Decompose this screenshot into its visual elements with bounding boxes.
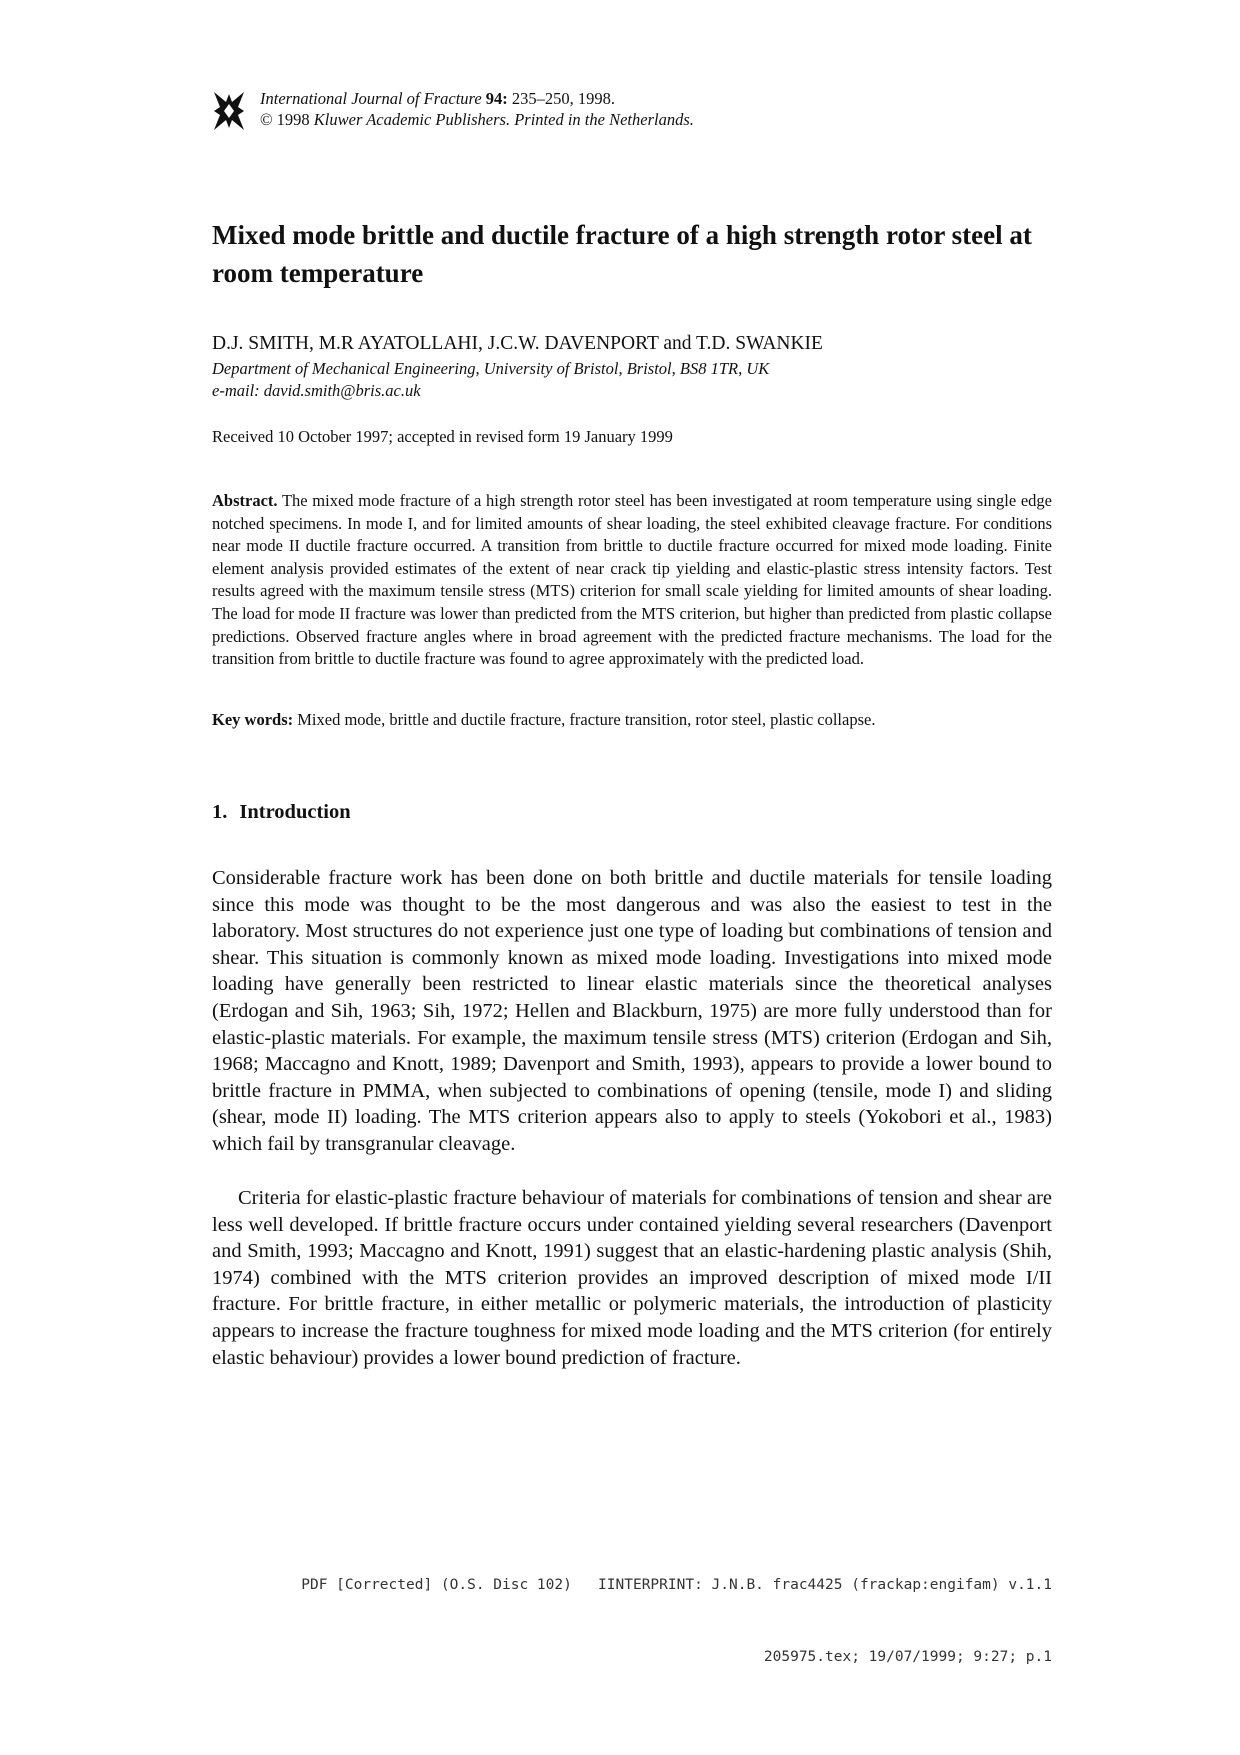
footer-line-1: PDF [Corrected] (O.S. Disc 102) IINTERPRINT: J.N.B. frac4425 (frackap:engifam) v.1.1 bbox=[301, 1577, 1052, 1593]
journal-header bbox=[212, 88, 912, 138]
print-footer bbox=[212, 1525, 1052, 1717]
received-dates: Received 10 October 1997; accepted in revised form 19 January 1999 bbox=[212, 427, 673, 446]
journal-line-1 bbox=[260, 88, 900, 109]
journal-pages-year: 235–250, 1998. bbox=[511, 89, 616, 108]
section-number: 1. bbox=[212, 801, 228, 823]
kluwer-logo-icon bbox=[212, 90, 246, 132]
author-list: D.J. SMITH, M.R AYATOLLAHI, J.C.W. DAVENPORT and T.D. SWANKIE bbox=[212, 333, 823, 354]
keywords-text: Mixed mode, brittle and ductile fracture, fracture transition, rotor steel, plastic collapse. bbox=[297, 710, 876, 729]
section-heading-introduction bbox=[212, 798, 1052, 826]
keywords-label: Key words: bbox=[212, 710, 294, 729]
section-title: Introduction bbox=[239, 801, 351, 823]
keywords bbox=[212, 709, 1052, 731]
paper-title: Mixed mode brittle and ductile fracture of a high strength rotor steel at room temperature bbox=[212, 220, 1032, 288]
abstract-label: Abstract. bbox=[212, 491, 278, 510]
copyright-year: © 1998 bbox=[260, 110, 310, 129]
author-email: e-mail: david.smith@bris.ac.uk bbox=[212, 381, 421, 400]
body-paragraph: Criteria for elastic-plastic fracture behaviour of materials for combinations of tension and shear are less well developed. If brittle fracture occurs under contained yielding several researchers (Davenport and Smith, 1993; Maccagno and Knott, 1991) suggest that an elastic-hardening plastic analysis (Shih, 1974) combined with the MTS criterion provides an improved description of mixed mode I/II fracture. For brittle fracture, in either metallic or polymeric materials, the introduction of plasticity appears to increase the fracture toughness for mixed mode loading and the MTS criterion (for entirely elastic behaviour) provides a lower bound prediction of fracture. bbox=[212, 1187, 1052, 1369]
abstract bbox=[212, 490, 1052, 671]
journal-citation bbox=[260, 88, 900, 130]
footer-line-2: 205975.tex; 19/07/1999; 9:27; p.1 bbox=[763, 1649, 1052, 1665]
body-paragraph: Considerable fracture work has been done on both brittle and ductile materials for tensile loading since this mode was thought to be the most dangerous and was also the easiest to test in the laboratory. Most structures do not experience just one type of loading but combinations of tension and shear. This situation is commonly known as mixed mode loading. Investigations into mixed mode loading have generally been restricted to linear elastic materials since the theoretical analyses (Erdogan and Sih, 1963; Sih, 1972; Hellen and Blackburn, 1975) are more fully understood than for elastic-plastic materials. For example, the maximum tensile stress (MTS) criterion (Erdogan and Sih, 1968; Maccagno and Knott, 1989; Davenport and Smith, 1993), appears to provide a lower bound to brittle fracture in PMMA, when subjected to combinations of opening (tensile, mode I) and sliding (shear, mode II) loading. The MTS criterion appears also to apply to steels (Yokobori et al., 1983) which fail by transgranular cleavage. bbox=[212, 867, 1052, 1155]
journal-line-2 bbox=[260, 109, 900, 130]
journal-name: International Journal of Fracture bbox=[260, 89, 482, 108]
journal-volume: 94: bbox=[485, 89, 508, 108]
abstract-text: The mixed mode fracture of a high strength rotor steel has been investigated at room temperature using single edge notched specimens. In mode I, and for limited amounts of shear loading, the steel exhibited cleavage fracture. For conditions near mode II ductile fracture occurred. A transition from brittle to ductile fracture occurred for mixed mode loading. Finite element analysis provided estimates of the extent of near crack tip yielding and elastic-plastic stress intensity factors. Test results agreed with the maximum tensile stress (MTS) criterion for small scale yielding for limited amounts of shear loading. The load for mode II fracture was lower than predicted from the MTS criterion, but higher than predicted from plastic collapse predictions. Observed fracture angles where in broad agreement with the predicted fracture mechanisms. The load for the transition from brittle to ductile fracture was found to agree approximately with the predicted load. bbox=[212, 491, 1052, 669]
publisher-info: Kluwer Academic Publishers. Printed in the Netherlands. bbox=[313, 110, 694, 129]
author-affiliation: Department of Mechanical Engineering, University of Bristol, Bristol, BS8 1TR, UK bbox=[212, 359, 770, 378]
